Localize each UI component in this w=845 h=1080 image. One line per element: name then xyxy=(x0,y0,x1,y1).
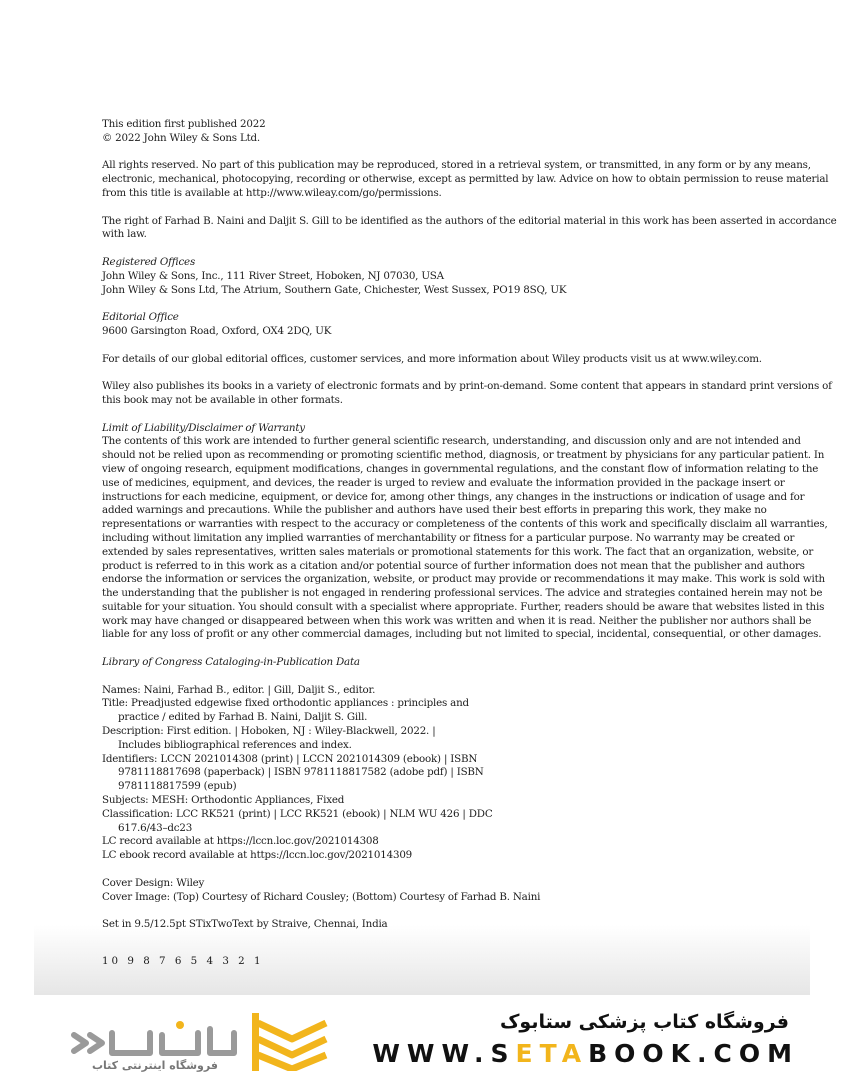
warranty-line: including without limitation any implied warranties of merchantability or fitness for a particular purpose. No warranty may be created or xyxy=(102,531,795,544)
logo-tagline: فروشگاه اینترنتی کتاب xyxy=(92,1059,218,1072)
setabook-book-icon xyxy=(252,1013,332,1071)
copyright-page xyxy=(34,0,837,995)
shop-name: فروشگاه کتاب پزشکی ستابوک xyxy=(499,1011,789,1033)
copyright-line: © 2022 John Wiley & Sons Ltd. xyxy=(102,131,261,144)
logo-chevron xyxy=(90,1035,102,1051)
logo-letter xyxy=(210,1029,234,1053)
warranty-line: instructions for each medicine, equipment, or device for, among other things, any changes in the instructions or indication of usage and for xyxy=(102,490,805,503)
registered-offices-heading: Registered Offices xyxy=(102,255,196,268)
shop-url-accent: ETA xyxy=(515,1039,589,1068)
book-icon-spine xyxy=(252,1013,259,1071)
warranty-line: work may have changed or disappeared between when this work was written and when it is read. Neither the publisher nor authors shall be xyxy=(102,614,812,627)
editorial-office-line: 9600 Garsington Road, Oxford, OX4 2DQ, UK xyxy=(102,324,332,337)
cip-title-cont: practice / edited by Farhad B. Naini, Daljit S. Gill. xyxy=(118,711,368,724)
authors-right-line: The right of Farhad B. Naini and Daljit S. Gill to be identified as the authors of the editorial material in this work has been asserted in accordance xyxy=(102,214,837,227)
logo-letter xyxy=(112,1033,150,1053)
warranty-line: the understanding that the publisher is not engaged in rendering professional services. The advice and strategies contained herein may not be xyxy=(102,587,823,600)
cip-title: Title: Preadjusted edgewise fixed orthodontic appliances : principles and xyxy=(102,697,469,710)
authors-right-block xyxy=(102,214,837,243)
cip-lc-record: LC record available at https://lccn.loc.gov/2021014308 xyxy=(102,835,379,848)
cip-heading: Library of Congress Cataloging-in-Publication Data xyxy=(102,656,360,669)
cip-description: Description: First edition. | Hoboken, NJ : Wiley-Blackwell, 2022. | xyxy=(102,725,436,738)
cip-identifiers-cont: 9781118817599 (epub) xyxy=(118,780,237,793)
registered-office-line: John Wiley & Sons, Inc., 111 River Street, Hoboken, NJ 07030, USA xyxy=(102,269,444,282)
warranty-block xyxy=(102,421,828,643)
cip-description-cont: Includes bibliographical references and index. xyxy=(118,738,352,751)
logo-chevron xyxy=(74,1035,86,1051)
shop-url-part: BOOK.COM xyxy=(588,1039,799,1068)
watermark-banner xyxy=(0,995,845,1080)
cip-classification: Classification: LCC RK521 (print) | LCC RK521 (ebook) | NLM WU 426 | DDC xyxy=(102,807,493,820)
warranty-line: extended by sales representatives, written sales materials or promotional statements for this work. The fact that an organization, website, or xyxy=(102,545,814,558)
cip-lc-ebook-record: LC ebook record available at https://lccn.loc.gov/2021014309 xyxy=(102,849,413,862)
warranty-line: should not be relied upon as recommending or promoting scientific method, diagnosis, or treatment by physicians for any particular patient. In xyxy=(102,449,825,462)
formats-line: this book may not be available in other formats. xyxy=(102,393,343,406)
warranty-line: use of medicines, equipment, and devices, the reader is urged to review and evaluate the information provided in the package insert or xyxy=(102,476,785,489)
rights-block xyxy=(102,159,829,200)
editorial-office-block xyxy=(102,311,777,339)
shop-url-part: WWW.S xyxy=(372,1039,516,1068)
warranty-line: representations or warranties with respect to the accuracy or completeness of the contents of this work and specifically disclaim all warranties, xyxy=(102,518,828,531)
typeset-block xyxy=(102,918,777,932)
book-icon-layer xyxy=(258,1023,326,1039)
cip-entries xyxy=(102,684,777,863)
logo-dot xyxy=(176,1021,184,1029)
shop-url xyxy=(372,1039,799,1068)
authors-right-line: with law. xyxy=(102,228,147,241)
cip-names: Names: Naini, Farhad B., editor. | Gill, Daljit S., editor. xyxy=(102,683,376,696)
warranty-heading: Limit of Liability/Disclaimer of Warranty xyxy=(102,421,305,434)
warranty-line: endorse the information or services the organization, website, or product may provide or recommendations it may make. This work is sold with xyxy=(102,573,825,586)
cip-heading-block xyxy=(102,656,777,670)
rights-line: All rights reserved. No part of this publication may be reproduced, stored in a retrieval system, or transmitted, in any form or by any means, xyxy=(102,159,811,172)
rights-line: electronic, mechanical, photocopying, recording or otherwise, except as permitted by law. Advice on how to obtain permission to reuse material xyxy=(102,173,829,186)
warranty-line: view of ongoing research, equipment modifications, changes in governmental regulations, and the constant flow of information relating to the xyxy=(102,462,819,475)
printer-key: 10 9 8 7 6 5 4 3 2 1 xyxy=(102,955,264,967)
registered-offices-block xyxy=(102,256,777,297)
warranty-line: The contents of this work are intended to further general scientific research, understanding, and discussion only and are not intended and xyxy=(102,435,801,448)
rights-line: from this title is available at http://www.wileay.com/go/permissions. xyxy=(102,186,442,199)
cip-identifiers-cont: 9781118817698 (paperback) | ISBN 9781118817582 (adobe pdf) | ISBN xyxy=(118,766,484,779)
registered-office-line: John Wiley & Sons Ltd, The Atrium, Southern Gate, Chichester, West Sussex, PO19 8SQ, UK xyxy=(102,283,567,296)
warranty-line: added warnings and precautions. While the publisher and authors have used their best efforts in preparing this work, they make no xyxy=(102,504,767,517)
warranty-line: liable for any loss of profit or any other commercial damages, including but not limited to special, incidental, consequential, or other damages. xyxy=(102,628,822,641)
global-offices-block xyxy=(102,353,777,367)
editorial-office-heading: Editorial Office xyxy=(102,311,179,324)
typeset-line: Set in 9.5/12.5pt STixTwoText by Straive, Chennai, India xyxy=(102,918,388,931)
cover-image: Cover Image: (Top) Courtesy of Richard Cousley; (Bottom) Courtesy of Farhad B. Naini xyxy=(102,890,541,903)
formats-block xyxy=(102,380,832,408)
cip-classification-cont: 617.6/43–dc23 xyxy=(118,821,193,834)
logo-letter xyxy=(162,1033,198,1053)
edition-block xyxy=(102,118,777,146)
warranty-line: product is referred to in this work as a citation and/or potential source of further information does not mean that the publisher and authors xyxy=(102,559,805,572)
warranty-line: suitable for your situation. You should consult with a specialist where appropriate. Further, readers should be aware that websites listed in this xyxy=(102,600,825,613)
global-offices-line: For details of our global editorial offices, customer services, and more information about Wiley products visit us at www.wiley.com. xyxy=(102,352,762,365)
cover-design: Cover Design: Wiley xyxy=(102,876,205,889)
cip-identifiers: Identifiers: LCCN 2021014308 (print) | LCCN 2021014309 (ebook) | ISBN xyxy=(102,752,478,765)
cip-subjects: Subjects: MESH: Orthodontic Appliances, Fixed xyxy=(102,794,345,807)
copyright-text xyxy=(102,118,837,946)
cover-block xyxy=(102,877,777,905)
formats-line: Wiley also publishes its books in a variety of electronic formats and by print-on-demand. Some content that appears in standard print versions of xyxy=(102,380,832,393)
first-published-line: This edition first published 2022 xyxy=(102,118,266,130)
